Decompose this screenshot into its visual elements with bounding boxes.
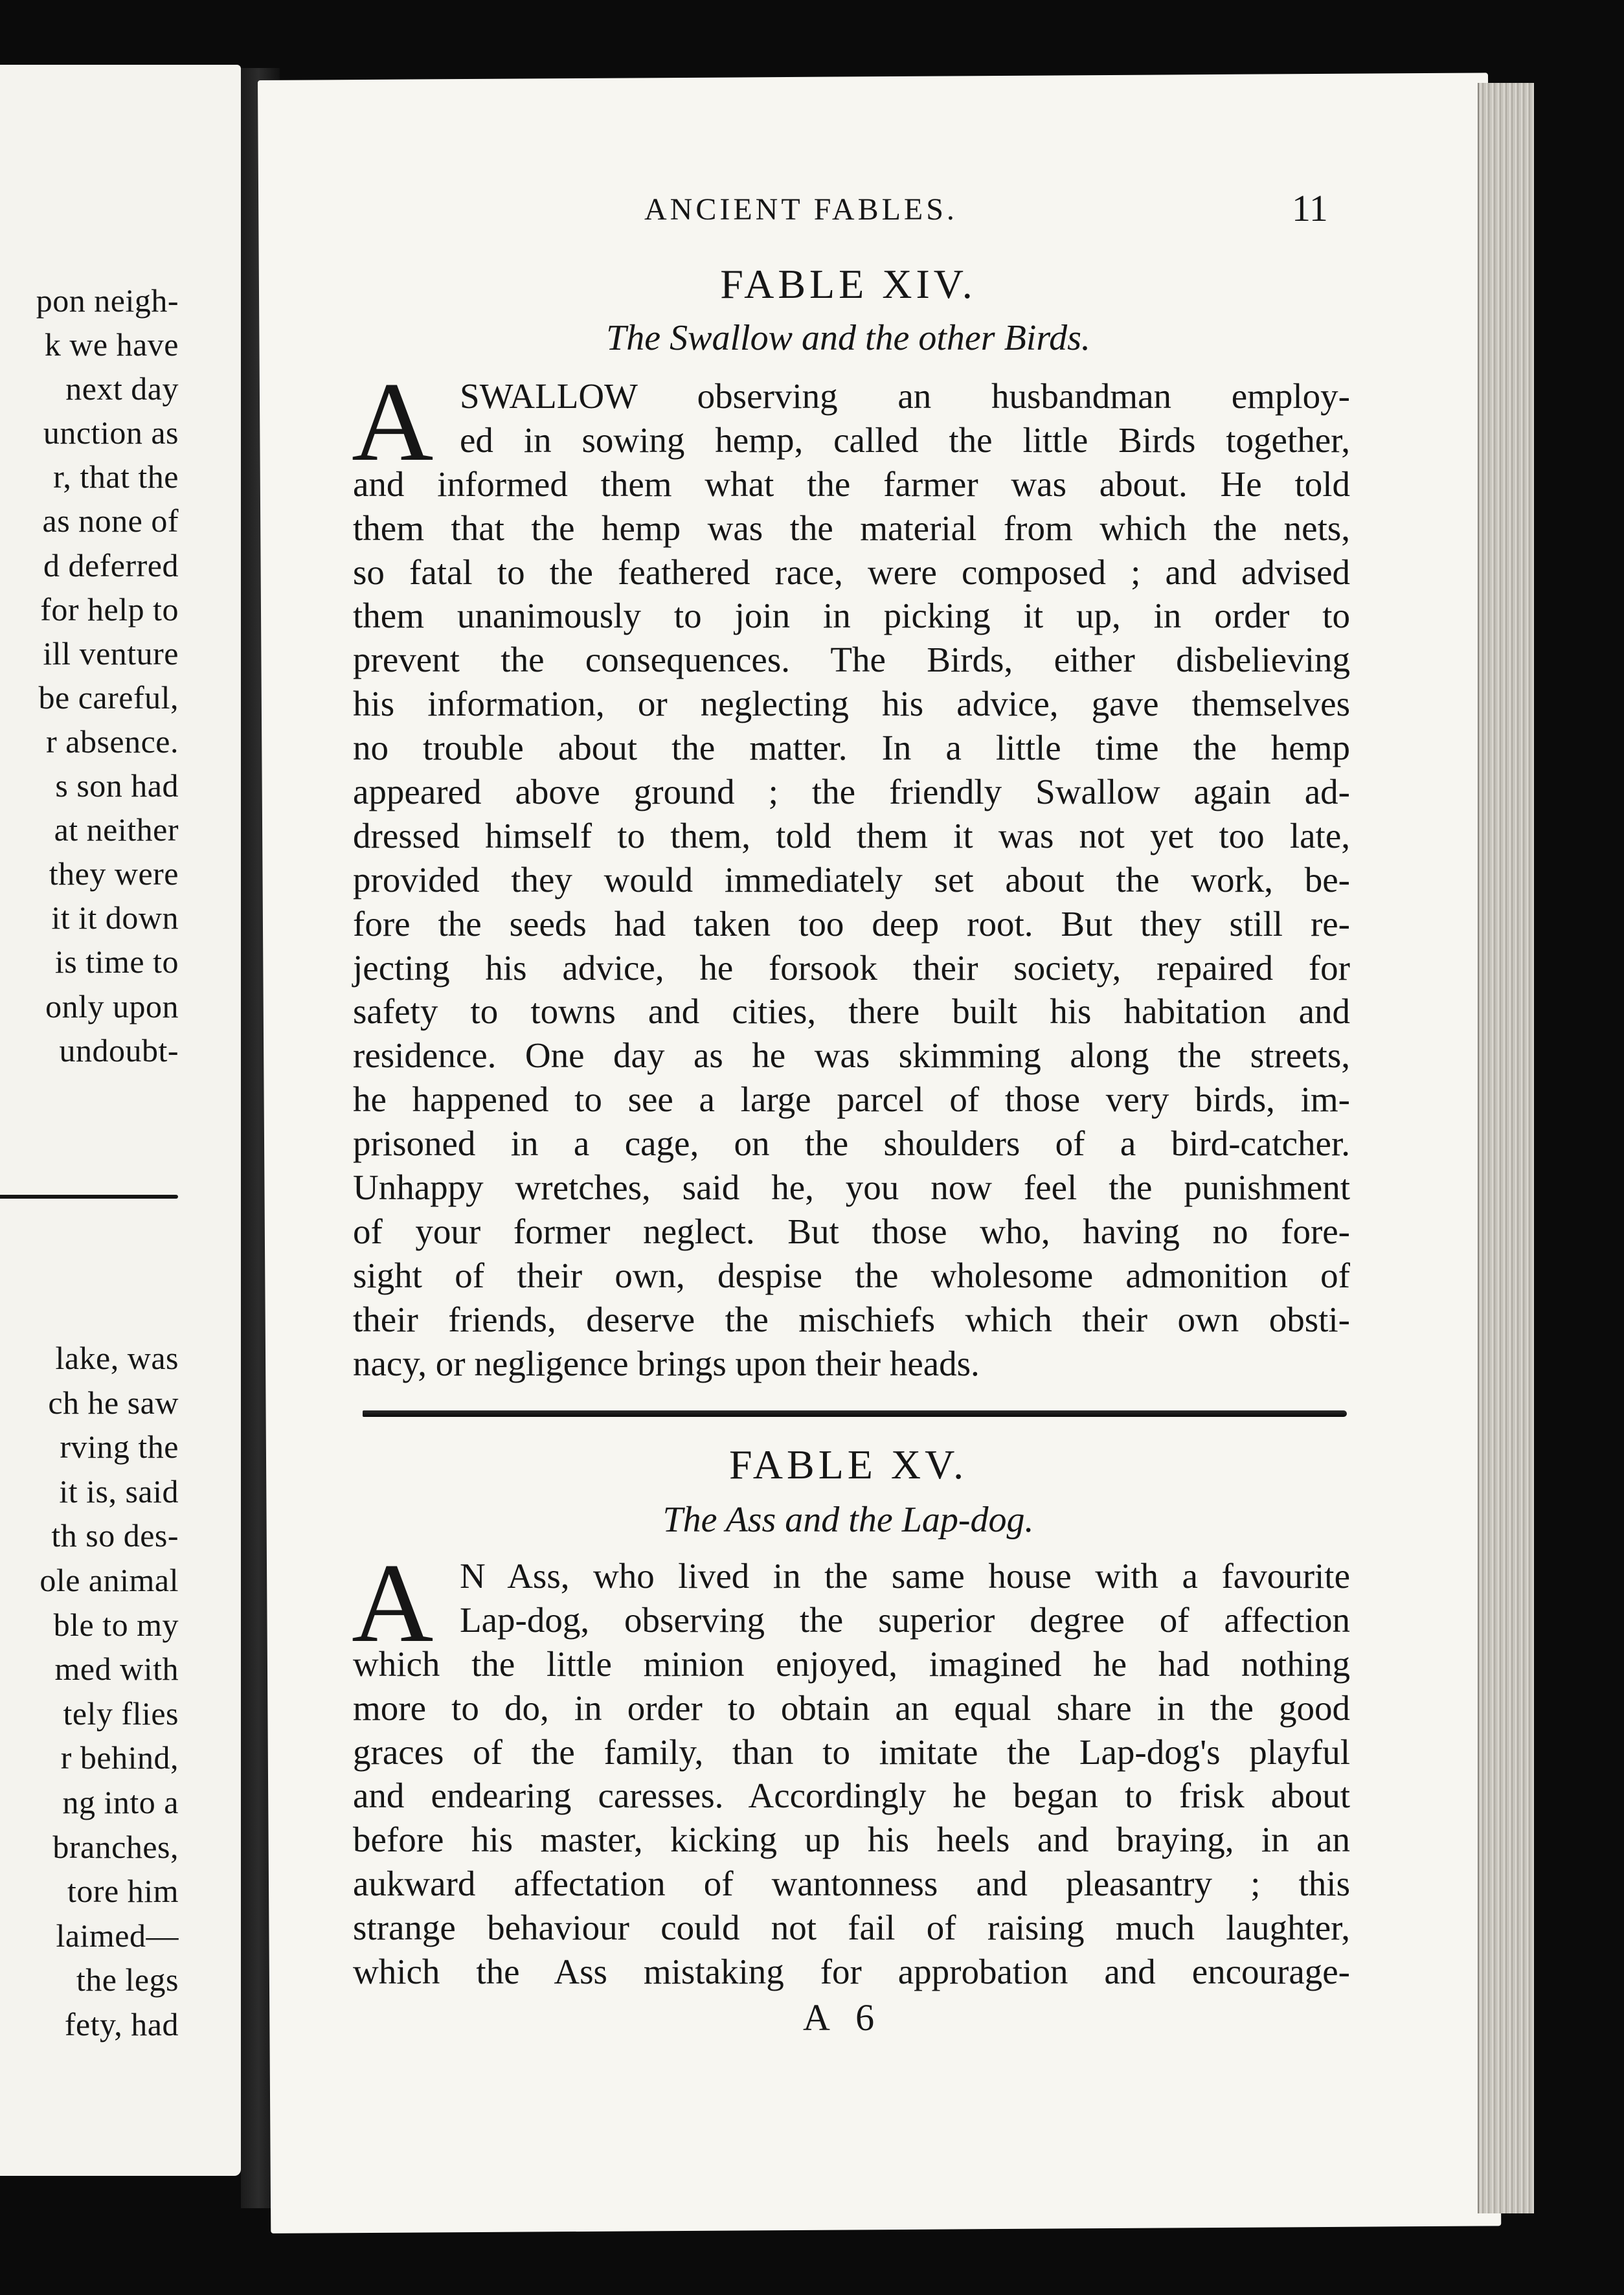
fable-divider-rule (363, 1410, 1347, 1417)
text-line: the legs (76, 1961, 179, 1998)
text-line: safety to towns and cities, there built his habitation and (353, 991, 1350, 1032)
text-line: ng into a (62, 1783, 179, 1820)
drop-cap: A (352, 1540, 434, 1666)
text-line: med with (54, 1651, 179, 1688)
text-line: graces of the family, than to imitate the Lap-dog's playful (353, 1732, 1350, 1772)
text-line: only upon (45, 988, 179, 1024)
text-line: residence. One day as he was skimming along the streets, (353, 1035, 1350, 1076)
text-line: which the Ass mistaking for approbation and encourage- (353, 1952, 1350, 1992)
text-line: lake, was (55, 1340, 179, 1376)
page-number: 11 (1292, 187, 1328, 229)
fable-title: FABLE XIV. (720, 261, 976, 307)
text-line: Lap-dog, observing the superior degree of affection (460, 1600, 1350, 1640)
text-line: th so des- (51, 1517, 179, 1554)
text-line: their friends, deserve the mischiefs which their own obsti- (353, 1299, 1350, 1339)
text-line: strange behaviour could not fail of raising much laughter, (353, 1908, 1350, 1948)
text-line: dressed himself to them, told them it was not yet too late, (353, 815, 1350, 855)
text-line: Unhappy wretches, said he, you now feel the punishment (353, 1168, 1350, 1208)
text-line: so fatal to the feathered race, were composed ; and advised (353, 552, 1350, 592)
running-head: ANCIENT FABLES. (644, 192, 958, 227)
text-line: is time to (54, 944, 179, 980)
signature-mark: A 6 (803, 1996, 884, 2039)
text-line: branches, (52, 1828, 179, 1865)
text-line: fety, had (64, 2006, 179, 2042)
text-line: next day (65, 370, 179, 407)
text-line: jecting his advice, he forsook their society, repaired for (353, 947, 1350, 988)
text-line: r behind, (60, 1739, 179, 1776)
text-line: his information, or neglecting his advice, gave themselves (353, 684, 1350, 724)
text-line: r, that the (53, 458, 179, 495)
text-line: no trouble about the matter. In a little time the hemp (353, 728, 1350, 768)
text-line: more to do, in order to obtain an equal share in the good (353, 1688, 1350, 1728)
text-line: tely flies (63, 1695, 179, 1732)
text-line: tore him (67, 1873, 179, 1910)
text-line: rving the (60, 1429, 179, 1465)
text-line: appeared above ground ; the friendly Swallow again ad- (353, 772, 1350, 812)
text-line: which the little minion enjoyed, imagined he had nothing (353, 1644, 1350, 1684)
left-page (0, 65, 241, 2176)
text-line: r absence. (46, 723, 179, 760)
text-line: it it down (51, 899, 179, 936)
text-line: be careful, (38, 679, 179, 716)
drop-cap: A (352, 359, 434, 484)
text-line: laimed— (56, 1917, 179, 1954)
fable-text (353, 374, 1350, 1385)
text-line: and informed them what the farmer was about. He told (353, 464, 1350, 504)
text-line: N Ass, who lived in the same house with a favourite (460, 1556, 1350, 1596)
text-line: they were (49, 855, 179, 892)
fable-subtitle: The Ass and the Lap-dog. (662, 1500, 1034, 1540)
text-line: it is, said (59, 1473, 179, 1509)
text-line: sight of their own, despise the wholesome admonition of (353, 1255, 1350, 1295)
fable-title: FABLE XV. (728, 1441, 968, 1487)
text-line: at neither (54, 811, 179, 848)
text-line: undoubt- (59, 1032, 179, 1068)
text-line: them that the hemp was the material from which the nets, (353, 508, 1350, 548)
text-line: as none of (42, 503, 179, 539)
text-line: prevent the consequences. The Birds, either disbelieving (353, 640, 1350, 680)
text-line: k we have (44, 326, 179, 363)
text-line: ill venture (43, 635, 179, 672)
text-line: he happened to see a large parcel of those very birds, im- (353, 1080, 1350, 1120)
text-line: for help to (40, 591, 179, 627)
text-line: s son had (55, 767, 179, 804)
text-line: prisoned in a cage, on the shoulders of a bird-catcher. (353, 1124, 1350, 1164)
text-line: d deferred (43, 547, 179, 583)
text-line: unction as (43, 414, 179, 451)
text-line: SWALLOW observing an husbandman employ- (460, 376, 1350, 416)
text-line: pon neigh- (36, 282, 179, 319)
fable-text (353, 1554, 1350, 1994)
text-line: ed in sowing hemp, called the little Birds together, (460, 420, 1350, 460)
text-line: them unanimously to join in picking it up, in order to (353, 596, 1350, 636)
text-line: aukward affectation of wantonness and pleasantry ; this (353, 1864, 1350, 1904)
text-line: and endearing caresses. Accordingly he began to frisk about (353, 1776, 1350, 1816)
text-line: of your former neglect. But those who, having no fore- (353, 1211, 1350, 1251)
text-line: ble to my (53, 1606, 179, 1643)
left-page-lower-text (39, 1336, 179, 2047)
left-page-upper-text (36, 278, 179, 1072)
text-line: before his master, kicking up his heels and braying, in an (353, 1820, 1350, 1860)
text-line: provided they would immediately set about the work, be- (353, 859, 1350, 899)
fable-subtitle: The Swallow and the other Birds. (606, 318, 1090, 358)
text-line: fore the seeds had taken too deep root. But they still re- (353, 903, 1350, 944)
text-line: ch he saw (48, 1384, 179, 1421)
text-line: nacy, or negligence brings upon their heads. (353, 1343, 980, 1383)
page-edges (1478, 83, 1534, 2213)
text-line: ole animal (39, 1561, 179, 1598)
section-divider-rule (0, 1195, 178, 1199)
